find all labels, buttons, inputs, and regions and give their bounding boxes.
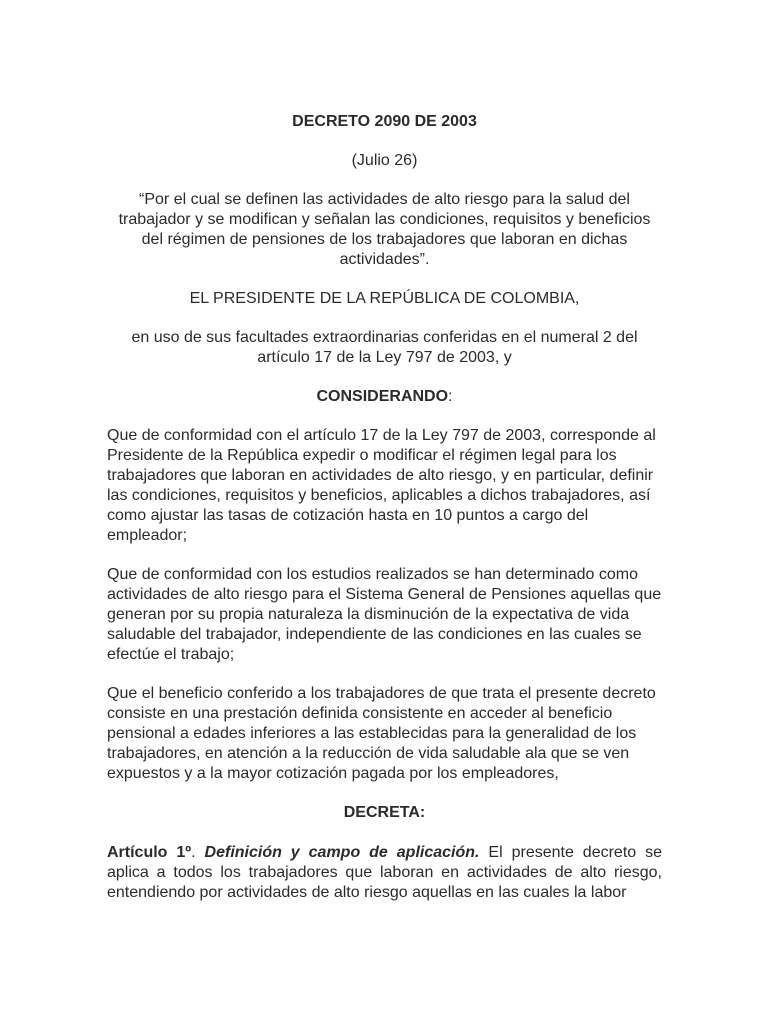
considerando-colon: :	[448, 388, 453, 405]
recital-paragraph: Que el beneficio conferido a los trabajadores de que trata el presente decreto consiste en una prestación definida consistente en acceder al beneficio pensional a edades inferiores a las establecidas para la generalidad de los trabajadores, en atención a la reducción de vida saludable ala que se ven expuestos y a la mayor cotización pagada por los empleadores,	[107, 685, 656, 782]
decreta-heading: DECRETA:	[343, 804, 426, 821]
powers-statement: en uso de sus facultades extraordinarias conferidas en el numeral 2 del artículo 17 de la Ley 797 de 2003, y	[131, 329, 638, 366]
recital-paragraph: Que de conformidad con el artículo 17 de la Ley 797 de 2003, corresponde al Presidente de la República expedir o modificar el régimen legal para los trabajadores que laboran en actividades de alto riesgo, y en particular, definir las condiciones, requisitos y beneficios, aplicables a dichos trabajadores, así como ajustar las tasas de cotización hasta en 10 puntos a cargo del empleador;	[107, 427, 656, 544]
decree-date: (Julio 26)	[351, 152, 418, 169]
president-heading: EL PRESIDENTE DE LA REPÚBLICA DE COLOMBIA,	[189, 290, 580, 307]
considerando-heading	[107, 387, 662, 407]
article-separator: .	[191, 844, 205, 861]
document-page	[107, 112, 662, 903]
decree-title: DECRETO 2090 DE 2003	[292, 113, 477, 130]
recital-paragraph: Que de conformidad con los estudios realizados se han determinado como actividades de alto riesgo para el Sistema General de Pensiones aquellas que generan por su propia naturaleza la disminución de la expectativa de vida saludable del trabajador, independiente de las condiciones en las cuales se efectúe el trabajo;	[107, 566, 662, 663]
article-text: El presente decreto se aplica a todos los trabajadores que laboran en actividades de alto riesgo, entendiendo por actividades de alto riesgo aquellas en las cuales la labor	[107, 844, 663, 901]
article-label: Artículo 1º	[107, 844, 192, 861]
article-heading: Definición y campo de aplicación.	[204, 844, 480, 861]
considerando-label: CONSIDERANDO	[316, 388, 449, 405]
decree-subtitle: “Por el cual se definen las actividades de alto riesgo para la salud del trabajador y se modifican y señalan las condiciones, requisitos y beneficios del régimen de pensiones de los trabajadores que laboran en dichas actividades”.	[118, 191, 651, 268]
article-1	[107, 843, 662, 903]
